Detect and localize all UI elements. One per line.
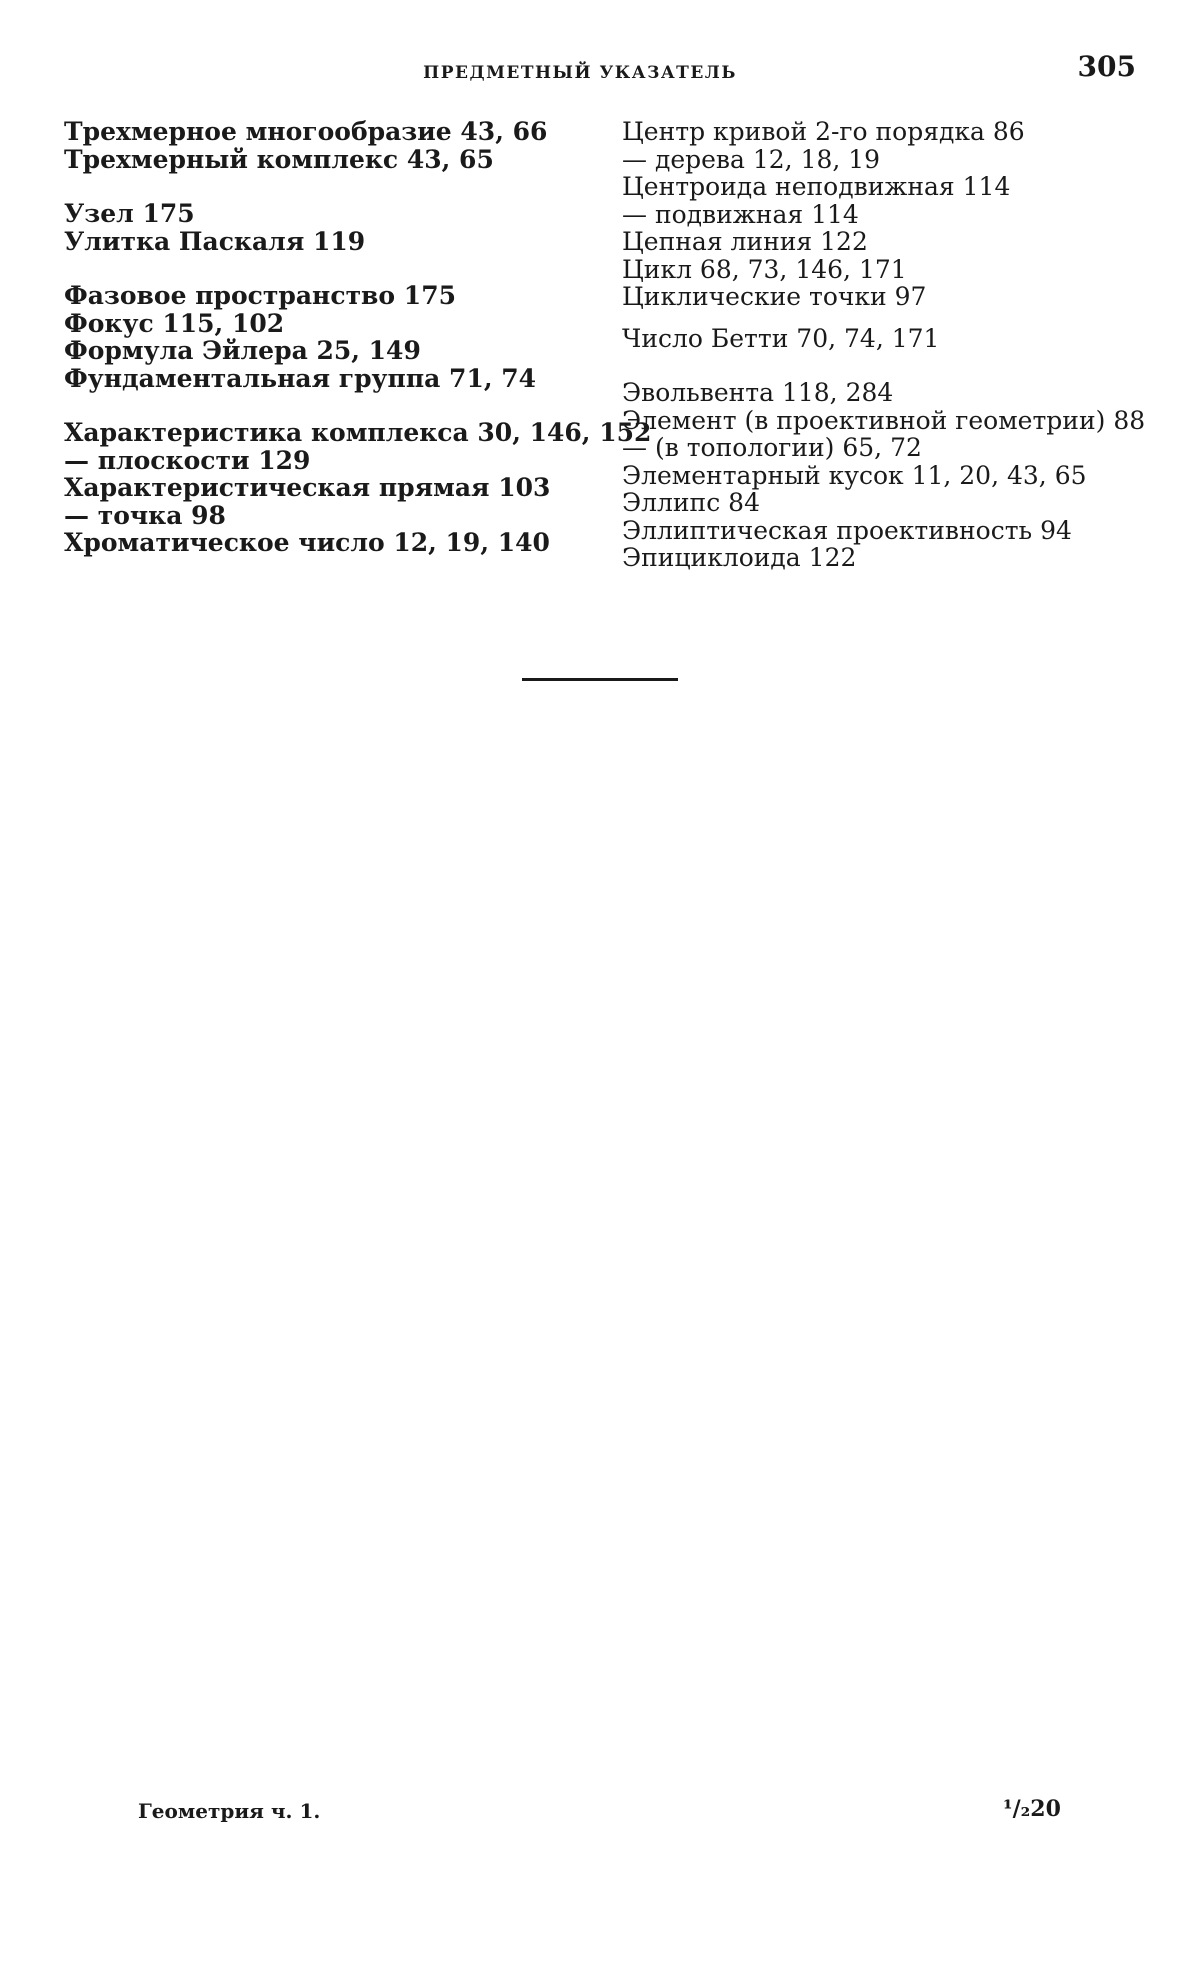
index-entry: Число Бетти 70, 74, 171 — [622, 323, 940, 353]
running-header-title: ПРЕДМЕТНЫЙ УКАЗАТЕЛЬ — [423, 63, 737, 83]
index-entry: — (в топологии) 65, 72 — [622, 433, 922, 462]
index-entry: — дерева 12, 18, 19 — [622, 144, 881, 174]
index-entry: Эвольвента 118, 284 — [622, 378, 894, 407]
index-entry: — плоскости 129 — [64, 445, 311, 475]
index-column-right — [622, 118, 1182, 572]
index-entry: Цикл 68, 73, 146, 171 — [622, 254, 907, 284]
index-entry: Элементарный кусок 11, 20, 43, 65 — [622, 460, 1087, 490]
index-column-left — [64, 117, 652, 557]
index-entry: Трехмерный комплекс 43, 65 — [64, 144, 494, 174]
index-entry: Трехмерное многообразие 43, 66 — [64, 117, 548, 146]
index-entry: Циклические точки 97 — [622, 282, 927, 311]
index-entry: Характеристика комплекса 30, 146, 152 — [64, 418, 652, 447]
index-entry: Формула Эйлера 25, 149 — [64, 336, 421, 365]
index-entry: Фокус 115, 102 — [64, 308, 285, 338]
index-entry: Узел 175 — [64, 199, 195, 228]
footer-sheet-mark: ¹/₂20 — [1003, 1796, 1061, 1822]
page-number: 305 — [1077, 50, 1136, 83]
end-rule-divider — [522, 678, 678, 681]
index-entry: — точка 98 — [64, 500, 226, 530]
index-entry: Фазовое пространство 175 — [64, 281, 456, 310]
index-entry: Эллиптическая проективность 94 — [622, 515, 1072, 545]
index-entry: Хроматическое число 12, 19, 140 — [64, 528, 550, 557]
index-entry: Центроида неподвижная 114 — [622, 172, 1011, 201]
index-entry: Характеристическая прямая 103 — [64, 473, 551, 502]
index-entry: Элемент (в проективной геометрии) 88 — [622, 405, 1146, 435]
index-entry: Фундаментальная группа 71, 74 — [64, 363, 537, 393]
index-entry: Цепная линия 122 — [622, 227, 868, 256]
index-entry: Эллипс 84 — [622, 488, 760, 517]
index-entry: — подвижная 114 — [622, 199, 859, 229]
footer-signature: Геометрия ч. 1. — [138, 1799, 321, 1823]
index-entry: Улитка Паскаля 119 — [64, 226, 366, 256]
index-entry: Центр кривой 2-го порядка 86 — [622, 117, 1025, 146]
index-entry: Эпициклоида 122 — [622, 543, 857, 572]
